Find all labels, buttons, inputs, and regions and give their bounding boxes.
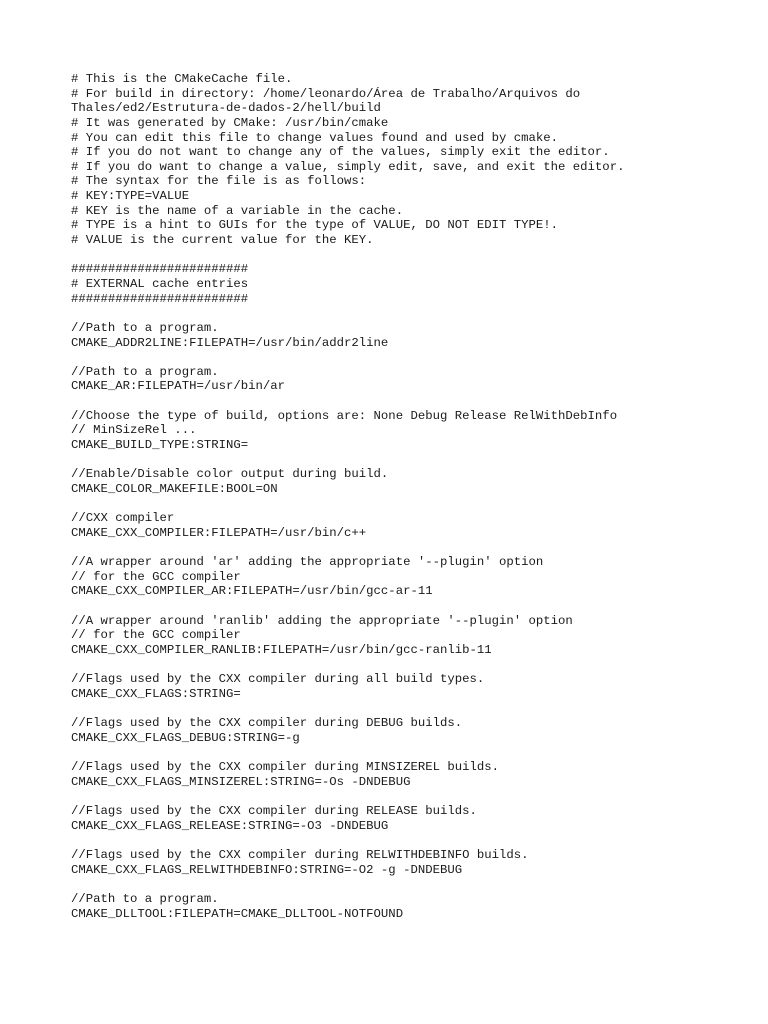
comment-line: ######################## (71, 291, 249, 306)
description-line: //CXX compiler (71, 511, 175, 526)
blank-line (71, 789, 748, 804)
description-line: //Flags used by the CXX compiler during all build types. (71, 672, 485, 687)
comment-line: # For build in directory: /home/leonardo/Área de Trabalho/Arquivos do (71, 86, 581, 101)
cache-entry-line: CMAKE_CXX_COMPILER_RANLIB:FILEPATH=/usr/bin/gcc-ranlib-11 (71, 642, 492, 657)
comment-line: # The syntax for the file is as follows: (71, 174, 367, 189)
blank-line (71, 248, 748, 263)
cache-entry-line: CMAKE_CXX_FLAGS_MINSIZEREL:STRING=-Os -DNDEBUG (71, 774, 411, 789)
cache-entry-line: CMAKE_BUILD_TYPE:STRING= (71, 438, 249, 453)
description-line: // for the GCC compiler (71, 628, 241, 643)
cache-entry-line: CMAKE_CXX_FLAGS:STRING= (71, 686, 241, 701)
blank-line (71, 702, 748, 717)
cache-entry-line: CMAKE_CXX_FLAGS_RELEASE:STRING=-O3 -DNDEBUG (71, 818, 389, 833)
comment-line: # If you do want to change a value, simply edit, save, and exit the editor. (71, 159, 625, 174)
description-line: //Choose the type of build, options are: None Debug Release RelWithDebInfo (71, 408, 618, 423)
cache-entry-line: CMAKE_CXX_FLAGS_RELWITHDEBINFO:STRING=-O2 -g -DNDEBUG (71, 862, 463, 877)
comment-line: # This is the CMakeCache file. (71, 72, 293, 86)
comment-line: # EXTERNAL cache entries (71, 276, 249, 291)
description-line: //A wrapper around 'ranlib' adding the appropriate '--plugin' option (71, 613, 573, 628)
description-line: // for the GCC compiler (71, 569, 241, 584)
description-line: // MinSizeRel ... (71, 423, 197, 438)
description-line: //A wrapper around 'ar' adding the appropriate '--plugin' option (71, 555, 544, 570)
comment-line: # KEY is the name of a variable in the cache. (71, 203, 404, 218)
cache-entry-line: CMAKE_CXX_COMPILER:FILEPATH=/usr/bin/c++ (71, 525, 367, 540)
blank-line (71, 306, 748, 321)
description-line: //Flags used by the CXX compiler during RELWITHDEBINFO builds. (71, 847, 529, 862)
comment-line: # It was generated by CMake: /usr/bin/cmake (71, 115, 389, 130)
cache-entry-line: CMAKE_CXX_FLAGS_DEBUG:STRING=-g (71, 730, 300, 745)
cache-entry-line: CMAKE_DLLTOOL:FILEPATH=CMAKE_DLLTOOL-NOTFOUND (71, 906, 404, 921)
comment-line: ######################## (71, 262, 249, 277)
text-line: Thales/ed2/Estrutura-de-dados-2/hell/build (71, 101, 381, 116)
description-line: //Flags used by the CXX compiler during RELEASE builds. (71, 804, 477, 819)
blank-line (71, 350, 748, 365)
comment-line: # You can edit this file to change values found and used by cmake. (71, 130, 559, 145)
cache-entry-line: CMAKE_AR:FILEPATH=/usr/bin/ar (71, 379, 286, 394)
comment-line: # KEY:TYPE=VALUE (71, 189, 190, 204)
cache-entry-line: CMAKE_CXX_COMPILER_AR:FILEPATH=/usr/bin/gcc-ar-11 (71, 584, 433, 599)
blank-line (71, 599, 748, 614)
description-line: //Path to a program. (71, 320, 219, 335)
blank-line (71, 745, 748, 760)
description-line: //Flags used by the CXX compiler during MINSIZEREL builds. (71, 760, 500, 775)
comment-line: # TYPE is a hint to GUIs for the type of VALUE, DO NOT EDIT TYPE!. (71, 218, 559, 233)
cache-entry-line: CMAKE_COLOR_MAKEFILE:BOOL=ON (71, 481, 278, 496)
blank-line (71, 833, 748, 848)
blank-line (71, 394, 748, 409)
comment-line: # If you do not want to change any of the values, simply exit the editor. (71, 145, 610, 160)
description-line: //Enable/Disable color output during build. (71, 467, 389, 482)
document-page (71, 72, 748, 921)
blank-line (71, 541, 748, 556)
comment-line: # VALUE is the current value for the KEY. (71, 233, 374, 248)
description-line: //Path to a program. (71, 891, 219, 906)
blank-line (71, 658, 748, 673)
blank-line (71, 453, 748, 468)
cache-entry-line: CMAKE_ADDR2LINE:FILEPATH=/usr/bin/addr2line (71, 335, 389, 350)
blank-line (71, 497, 748, 512)
description-line: //Path to a program. (71, 364, 219, 379)
blank-line (71, 877, 748, 892)
description-line: //Flags used by the CXX compiler during DEBUG builds. (71, 716, 463, 731)
